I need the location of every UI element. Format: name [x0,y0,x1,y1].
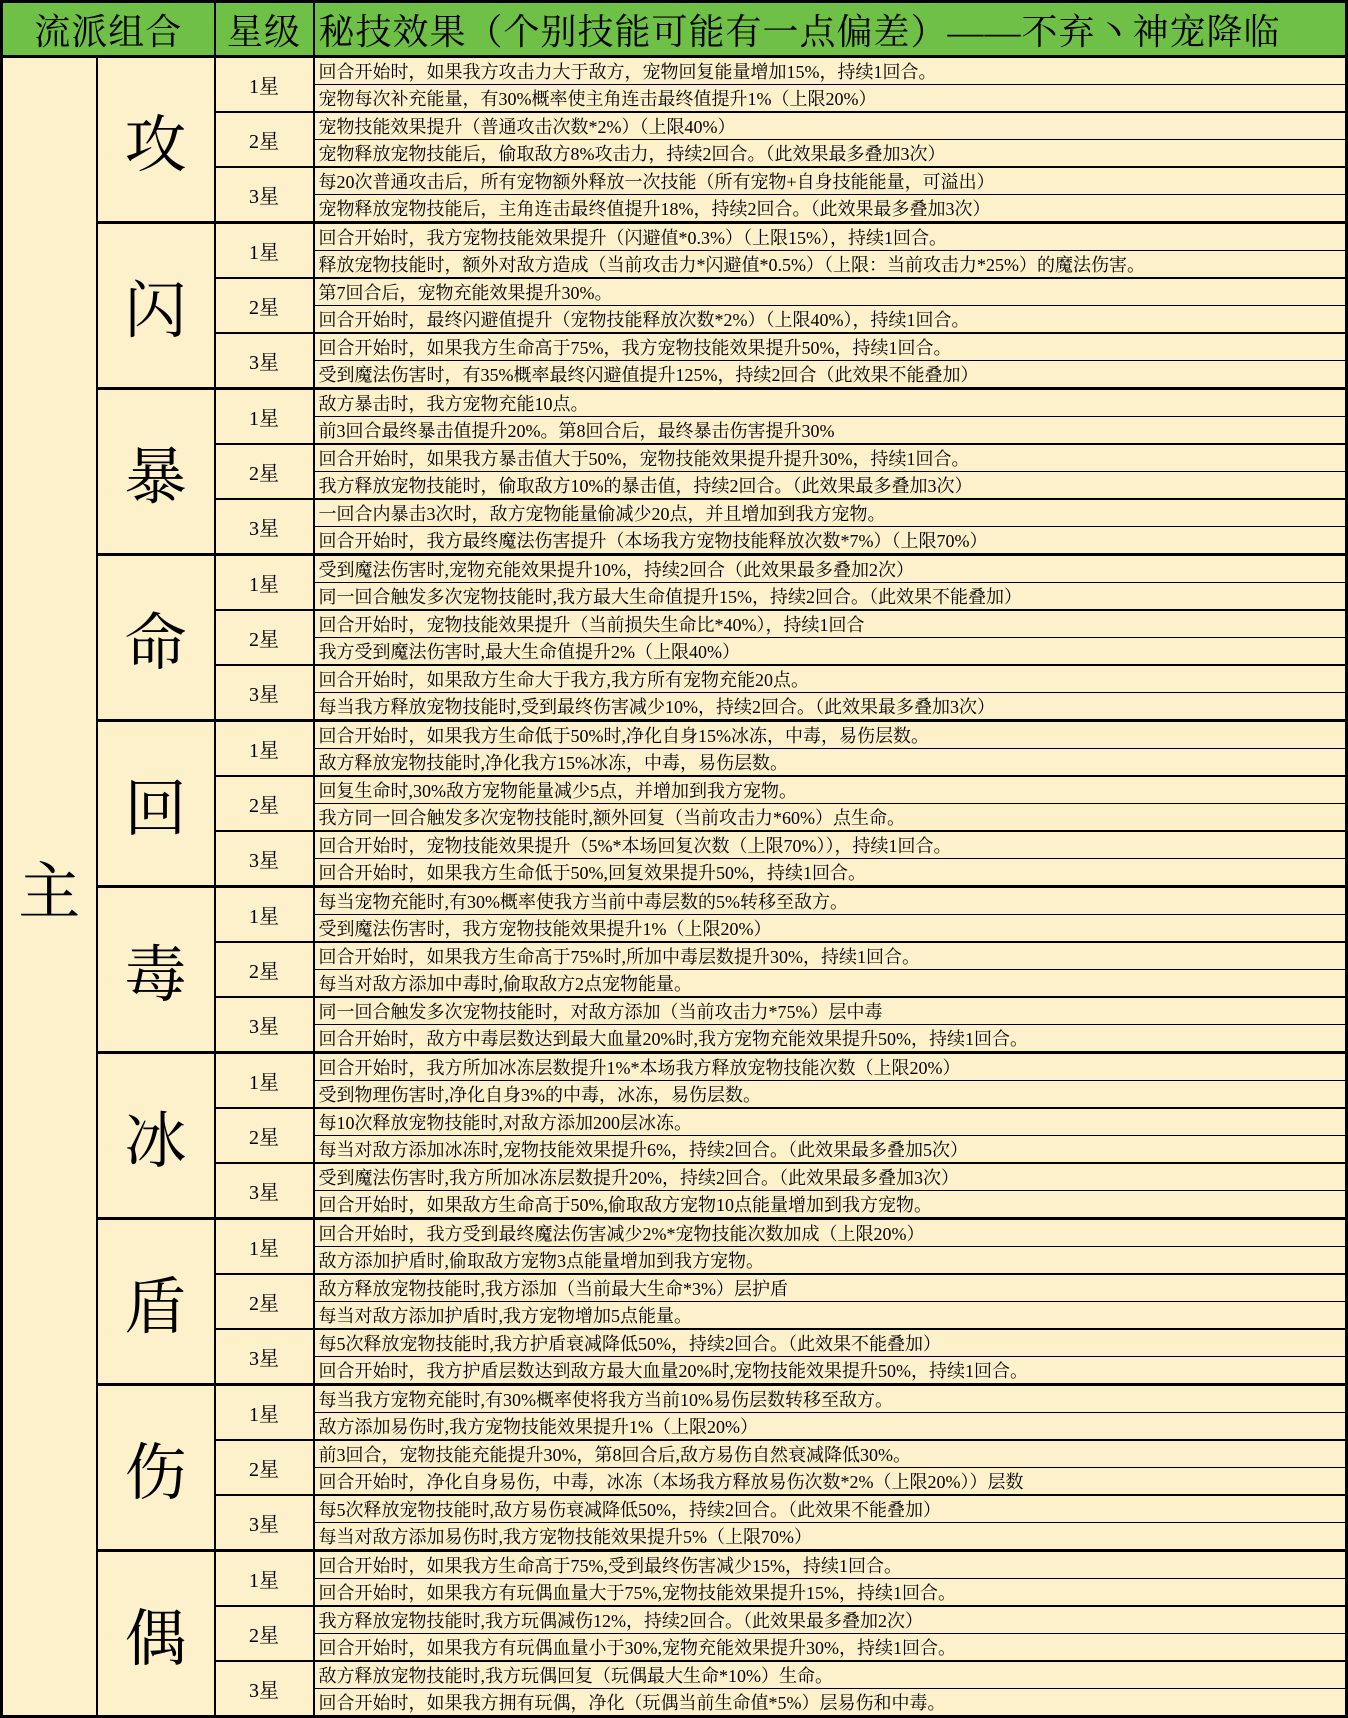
effect-row [2,389,1347,417]
effect-text-cell: 前3回合，宠物技能充能提升30%，第8回合后,敌方易伤自然衰减降低30%。 [314,1440,1347,1468]
effect-text-cell: 回合开始时，最终闪避值提升（宠物技能释放次数*2%）（上限40%），持续1回合。 [314,306,1347,334]
effect-text-cell: 同一回合触发多次宠物技能时，对敌方添加（当前攻击力*75%）层中毒 [314,997,1347,1025]
effect-text-cell: 回合开始时，如果我方有玩偶血量大于75%,宠物技能效果提升15%，持续1回合。 [314,1579,1347,1607]
effect-text-cell: 同一回合触发多次宠物技能时,我方最大生命值提升15%，持续2回合。（此效果不能叠加） [314,583,1347,611]
effect-text-cell: 回合开始时，如果敌方生命大于我方,我方所有宠物充能20点。 [314,665,1347,693]
category-cell-3: 命 [97,555,215,721]
star-level-cell: 3星 [215,997,314,1053]
effect-text-cell: 敌方暴击时，我方宠物充能10点。 [314,389,1347,417]
effect-text-cell: 每当对敌方添加中毒时,偷取敌方2点宠物能量。 [314,970,1347,998]
effect-text-cell: 回合开始时，我方最终魔法伤害提升（本场我方宠物技能释放次数*7%）（上限70%） [314,527,1347,555]
effect-text-cell: 回复生命时,30%敌方宠物能量减少5点，并增加到我方宠物。 [314,776,1347,804]
effect-text-cell: 宠物释放宠物技能后，主角连击最终值提升18%，持续2回合。（此效果最多叠加3次） [314,195,1347,223]
effect-text-cell: 每5次释放宠物技能时,我方护盾衰减降低50%，持续2回合。（此效果不能叠加） [314,1329,1347,1357]
star-level-cell: 2星 [215,1274,314,1329]
effect-text-cell: 我方受到魔法伤害时,最大生命值提升2%（上限40%） [314,638,1347,666]
star-level-cell: 2星 [215,278,314,333]
star-level-cell: 2星 [215,1108,314,1163]
effect-text-cell: 受到魔法伤害时，我方宠物技能效果提升1%（上限20%） [314,915,1347,943]
effect-text-cell: 回合开始时，我方受到最终魔法伤害减少2%*宠物技能次数加成（上限20%） [314,1219,1347,1247]
star-level-cell: 2星 [215,610,314,665]
effect-text-cell: 受到魔法伤害时,我方所加冰冻层数提升20%，持续2回合。（此效果最多叠加3次） [314,1163,1347,1191]
star-level-cell: 1星 [215,389,314,445]
effect-text-cell: 我方同一回合触发多次宠物技能时,额外回复（当前攻击力*60%）点生命。 [314,804,1347,832]
effect-text-cell: 前3回合最终暴击值提升20%。第8回合后，最终暴击伤害提升30% [314,417,1347,445]
category-cell-8: 伤 [97,1385,215,1551]
effect-text-cell: 回合开始时，如果我方拥有玩偶，净化（玩偶当前生命值*5%）层易伤和中毒。 [314,1689,1347,1717]
effect-text-cell: 回合开始时，如果我方生命高于75%时,所加中毒层数提升30%，持续1回合。 [314,942,1347,970]
effect-text-cell: 敌方添加易伤时,我方宠物技能效果提升1%（上限20%） [314,1413,1347,1441]
category-cell-7: 盾 [97,1219,215,1385]
effect-row [2,1551,1347,1579]
header-star-level: 星级 [215,2,314,57]
category-cell-2: 暴 [97,389,215,555]
effect-text-cell: 回合开始时，如果我方生命高于75%，我方宠物技能效果提升50%，持续1回合。 [314,333,1347,361]
star-level-cell: 2星 [215,444,314,499]
effect-text-cell: 每当对敌方添加冰冻时,宠物技能效果提升6%，持续2回合。（此效果最多叠加5次） [314,1136,1347,1164]
effect-text-cell: 回合开始时，我方所加冰冻层数提升1%*本场我方释放宠物技能次数（上限20%） [314,1053,1347,1081]
effect-text-cell: 回合开始时，净化自身易伤，中毒，冰冻（本场我方释放易伤次数*2%（上限20%））层数 [314,1468,1347,1496]
header-row [2,2,1347,57]
effect-text-cell: 每10次释放宠物技能时,对敌方添加200层冰冻。 [314,1108,1347,1136]
effect-text-cell: 每当我方释放宠物技能时,受到最终伤害减少10%，持续2回合。（此效果最多叠加3次） [314,693,1347,721]
effect-text-cell: 宠物技能效果提升（普通攻击次数*2%）（上限40%） [314,112,1347,140]
star-level-cell: 1星 [215,223,314,279]
effect-text-cell: 回合开始时，宠物技能效果提升（当前损失生命比*40%），持续1回合 [314,610,1347,638]
effect-text-cell: 释放宠物技能时，额外对敌方造成（当前攻击力*闪避值*0.5%）（上限：当前攻击力*25%）的魔法伤害。 [314,251,1347,279]
category-cell-6: 冰 [97,1053,215,1219]
category-cell-5: 毒 [97,887,215,1053]
effect-text-cell: 回合开始时，如果我方生命低于50%,回复效果提升50%，持续1回合。 [314,859,1347,887]
star-level-cell: 2星 [215,112,314,167]
effect-row [2,887,1347,915]
star-level-cell: 3星 [215,1661,314,1717]
effect-text-cell: 回合开始时，敌方中毒层数达到最大血量20%时,我方宠物充能效果提升50%，持续1回合。 [314,1025,1347,1053]
effect-row [2,1385,1347,1413]
star-level-cell: 3星 [215,167,314,223]
star-level-cell: 1星 [215,555,314,611]
header-skill-effect: 秘技效果（个别技能可能有一点偏差）——不弃丶神宠降临 [314,2,1347,57]
effect-row [2,223,1347,251]
effect-text-cell: 回合开始时，我方护盾层数达到敌方最大血量20%时,宠物技能效果提升50%，持续1回合。 [314,1357,1347,1385]
effect-text-cell: 回合开始时，如果我方暴击值大于50%，宠物技能效果提升提升30%，持续1回合。 [314,444,1347,472]
category-cell-9: 偶 [97,1551,215,1717]
star-level-cell: 3星 [215,1329,314,1385]
effect-text-cell: 受到魔法伤害时，有35%概率最终闪避值提升125%，持续2回合（此效果不能叠加） [314,361,1347,389]
star-level-cell: 2星 [215,942,314,997]
effect-text-cell: 一回合内暴击3次时，敌方宠物能量偷减少20点，并且增加到我方宠物。 [314,499,1347,527]
effect-row [2,555,1347,583]
star-level-cell: 3星 [215,831,314,887]
category-cell-1: 闪 [97,223,215,389]
star-level-cell: 3星 [215,1163,314,1219]
effect-text-cell: 受到魔法伤害时,宠物充能效果提升10%，持续2回合（此效果最多叠加2次） [314,555,1347,583]
effect-text-cell: 第7回合后，宠物充能效果提升30%。 [314,278,1347,306]
effect-text-cell: 回合开始时，如果我方攻击力大于敌方，宠物回复能量增加15%，持续1回合。 [314,57,1347,85]
star-level-cell: 2星 [215,776,314,831]
effect-text-cell: 我方释放宠物技能时,我方玩偶减伤12%，持续2回合。（此效果最多叠加2次） [314,1606,1347,1634]
star-level-cell: 1星 [215,1219,314,1275]
header-faction-combo: 流派组合 [2,2,215,57]
effect-text-cell: 每5次释放宠物技能时,敌方易伤衰减降低50%，持续2回合。（此效果不能叠加） [314,1495,1347,1523]
star-level-cell: 1星 [215,1551,314,1607]
star-level-cell: 1星 [215,721,314,777]
category-cell-4: 回 [97,721,215,887]
star-level-cell: 3星 [215,1495,314,1551]
effect-text-cell: 敌方释放宠物技能时,我方玩偶回复（玩偶最大生命*10%）生命。 [314,1661,1347,1689]
effect-text-cell: 敌方添加护盾时,偷取敌方宠物3点能量增加到我方宠物。 [314,1247,1347,1275]
effect-text-cell: 宠物释放宠物技能后，偷取敌方8%攻击力，持续2回合。（此效果最多叠加3次） [314,140,1347,168]
effect-text-cell: 我方释放宠物技能时，偷取敌方10%的暴击值，持续2回合。（此效果最多叠加3次） [314,472,1347,500]
star-level-cell: 1星 [215,1053,314,1109]
effect-row [2,1053,1347,1081]
effect-text-cell: 每20次普通攻击后，所有宠物额外释放一次技能（所有宠物+自身技能能量，可溢出） [314,167,1347,195]
star-level-cell: 1星 [215,887,314,943]
effect-row [2,721,1347,749]
effect-text-cell: 回合开始时，如果我方生命高于75%,受到最终伤害减少15%，持续1回合。 [314,1551,1347,1579]
star-level-cell: 2星 [215,1440,314,1495]
effect-text-cell: 敌方释放宠物技能时,我方添加（当前最大生命*3%）层护盾 [314,1274,1347,1302]
effect-text-cell: 每当宠物充能时,有30%概率使我方当前中毒层数的5%转移至敌方。 [314,887,1347,915]
star-level-cell: 1星 [215,1385,314,1441]
main-group-cell: 主 [2,57,97,1717]
star-level-cell: 3星 [215,665,314,721]
effect-text-cell: 宠物每次补充能量，有30%概率使主角连击最终值提升1%（上限20%） [314,85,1347,113]
effect-row [2,57,1347,85]
effect-text-cell: 受到物理伤害时,净化自身3%的中毒，冰冻，易伤层数。 [314,1081,1347,1109]
effect-text-cell: 回合开始时，如果我方生命低于50%时,净化自身15%冰冻，中毒，易伤层数。 [314,721,1347,749]
effect-text-cell: 每当我方宠物充能时,有30%概率使将我方当前10%易伤层数转移至敌方。 [314,1385,1347,1413]
effect-text-cell: 每当对敌方添加护盾时,我方宠物增加5点能量。 [314,1302,1347,1330]
star-level-cell: 1星 [215,57,314,113]
effect-text-cell: 回合开始时，宠物技能效果提升（5%*本场回复次数（上限70%）），持续1回合。 [314,831,1347,859]
star-level-cell: 2星 [215,1606,314,1661]
star-level-cell: 3星 [215,333,314,389]
star-level-cell: 3星 [215,499,314,555]
effect-text-cell: 回合开始时，我方宠物技能效果提升（闪避值*0.3%）（上限15%），持续1回合。 [314,223,1347,251]
effect-text-cell: 回合开始时，如果敌方生命高于50%,偷取敌方宠物10点能量增加到我方宠物。 [314,1191,1347,1219]
category-cell-0: 攻 [97,57,215,223]
effect-text-cell: 敌方释放宠物技能时,净化我方15%冰冻，中毒，易伤层数。 [314,749,1347,777]
effect-row [2,1219,1347,1247]
effect-text-cell: 每当对敌方添加易伤时,我方宠物技能效果提升5%（上限70%） [314,1523,1347,1551]
effect-text-cell: 回合开始时，如果我方有玩偶血量小于30%,宠物充能效果提升30%，持续1回合。 [314,1634,1347,1662]
